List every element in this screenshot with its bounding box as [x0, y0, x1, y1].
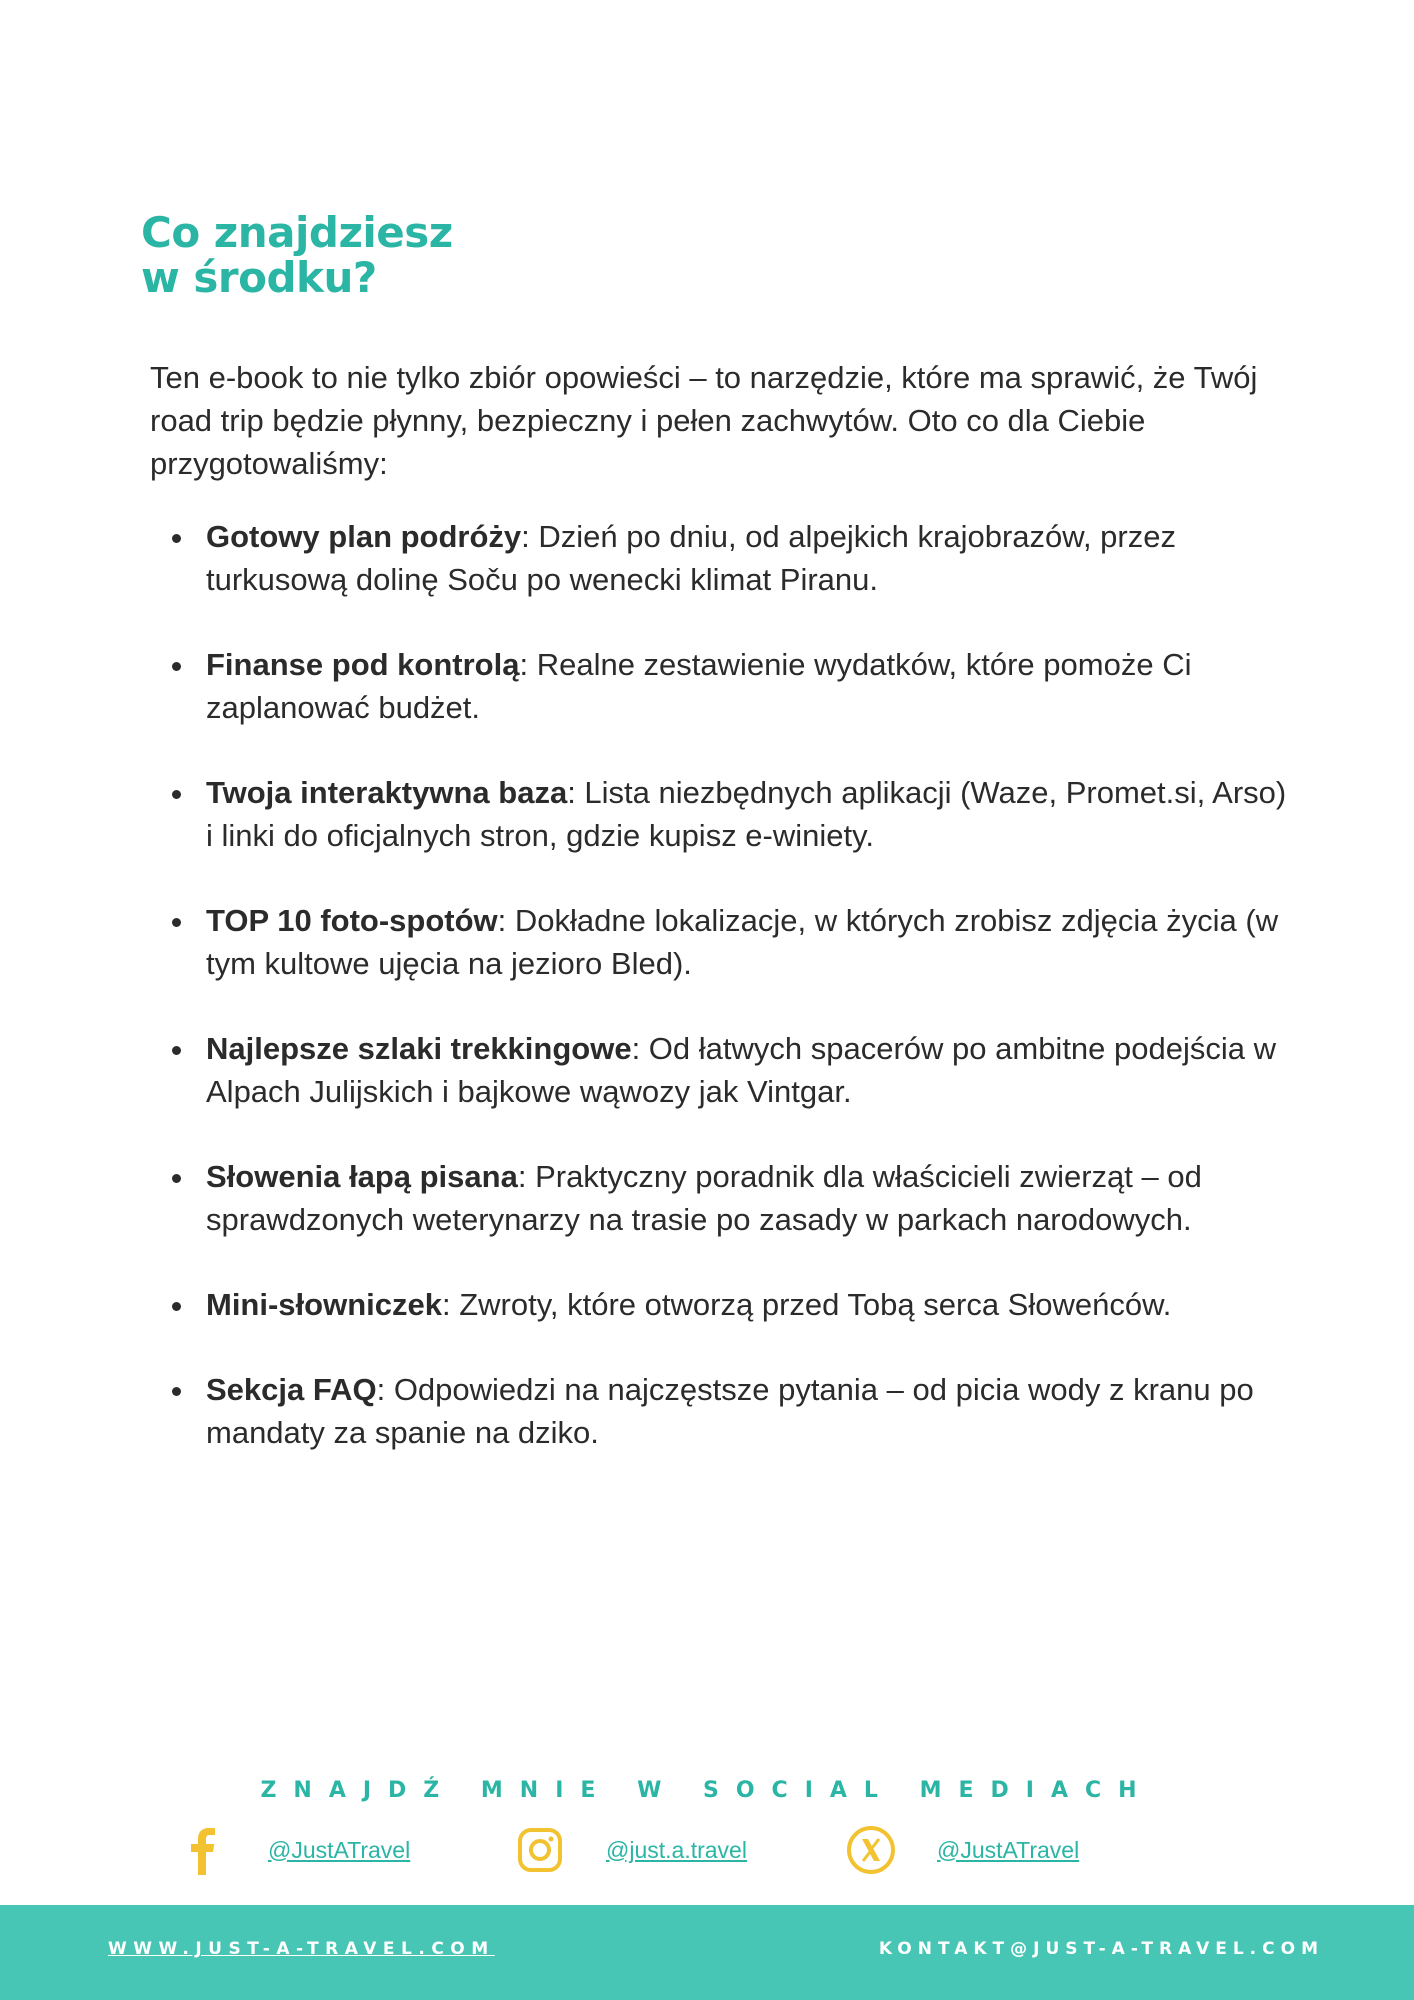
feature-title: Gotowy plan podróży	[206, 519, 522, 554]
feature-text: : Dzień po dniu, od alpejkich krajobrazów, przez turkusową dolinę Soču po wenecki klimat Piranu.	[206, 519, 1176, 597]
x-icon[interactable]	[845, 1824, 897, 1876]
feature-title: Słowenia łapą pisana	[206, 1159, 518, 1194]
contact-email[interactable]: KONTAKT@JUST-A-TRAVEL.COM	[878, 1939, 1324, 1959]
feature-text: : Lista niezbędnych aplikacji (Waze, Promet.si, Arso) i linki do oficjalnych stron, gdzie kupisz e-winiety.	[206, 775, 1287, 853]
feature-text: : Zwroty, które otworzą przed Tobą serca Słoweńców.	[441, 1287, 1172, 1322]
list-item	[150, 1027, 1300, 1113]
bullet	[172, 1174, 181, 1183]
features-list	[150, 515, 1300, 1496]
bullet	[172, 662, 181, 671]
website-link[interactable]: WWW.JUST-A-TRAVEL.COM	[108, 1939, 495, 1959]
bullet	[172, 790, 181, 799]
list-item	[150, 899, 1300, 985]
x-handle-link[interactable]: @JustATravel	[937, 1836, 1080, 1863]
page-title-line-2: w środku?	[141, 253, 377, 302]
feature-text: : Od łatwych spacerów po ambitne podejścia w Alpach Julijskich i bajkowe wąwozy jak Vintgar.	[206, 1031, 1277, 1109]
feature-title: Finanse pod kontrolą	[206, 647, 520, 682]
feature-title: TOP 10 foto-spotów	[206, 903, 498, 938]
feature-title: Najlepsze szlaki trekkingowe	[206, 1031, 632, 1066]
bullet	[172, 1302, 181, 1311]
bullet	[172, 1387, 181, 1396]
social-instagram[interactable]	[514, 1820, 747, 1880]
bullet	[172, 918, 181, 927]
social-x[interactable]	[845, 1820, 1079, 1880]
feature-text: : Dokładne lokalizacje, w których zrobisz zdjęcia życia (w tym kultowe ujęcia na jezioro Bled).	[206, 903, 1279, 981]
bullet	[172, 1046, 181, 1055]
page-title-line-1: Co znajdziesz	[141, 208, 453, 257]
bullet	[172, 534, 181, 543]
feature-title: Twoja interaktywna baza	[206, 775, 568, 810]
social-section-title: ZNAJDŹ MNIE W SOCIAL MEDIACH	[260, 1778, 1154, 1803]
feature-text: : Odpowiedzi na najczęstsze pytania – od picia wody z kranu po mandaty za spanie na dziko.	[206, 1372, 1254, 1450]
feature-text: : Praktyczny poradnik dla właścicieli zwierząt – od sprawdzonych weterynarzy na trasie po zasady w parkach narodowych.	[206, 1159, 1202, 1237]
list-item	[150, 1155, 1300, 1241]
list-item	[150, 1368, 1300, 1454]
list-item	[150, 771, 1300, 857]
social-facebook[interactable]	[176, 1820, 410, 1880]
footer-bar	[0, 1905, 1414, 2000]
social-links	[0, 1820, 1414, 1880]
instagram-handle-link[interactable]: @just.a.travel	[606, 1836, 747, 1863]
facebook-icon[interactable]	[176, 1824, 228, 1876]
feature-title: Sekcja FAQ	[206, 1372, 377, 1407]
instagram-icon[interactable]	[514, 1824, 566, 1876]
list-item	[150, 515, 1300, 601]
list-item	[150, 1283, 1300, 1326]
list-item	[150, 643, 1300, 729]
facebook-handle-link[interactable]: @JustATravel	[268, 1836, 411, 1863]
intro-paragraph: Ten e-book to nie tylko zbiór opowieści – to narzędzie, które ma sprawić, że Twój road trip będzie płynny, bezpieczny i pełen zachwytów. Oto co dla Ciebie przygotowaliśmy:	[150, 360, 1258, 481]
feature-title: Mini-słowniczek	[206, 1287, 442, 1322]
page-title	[141, 210, 453, 300]
feature-text: : Realne zestawienie wydatków, które pomoże Ci zaplanować budżet.	[206, 647, 1192, 725]
